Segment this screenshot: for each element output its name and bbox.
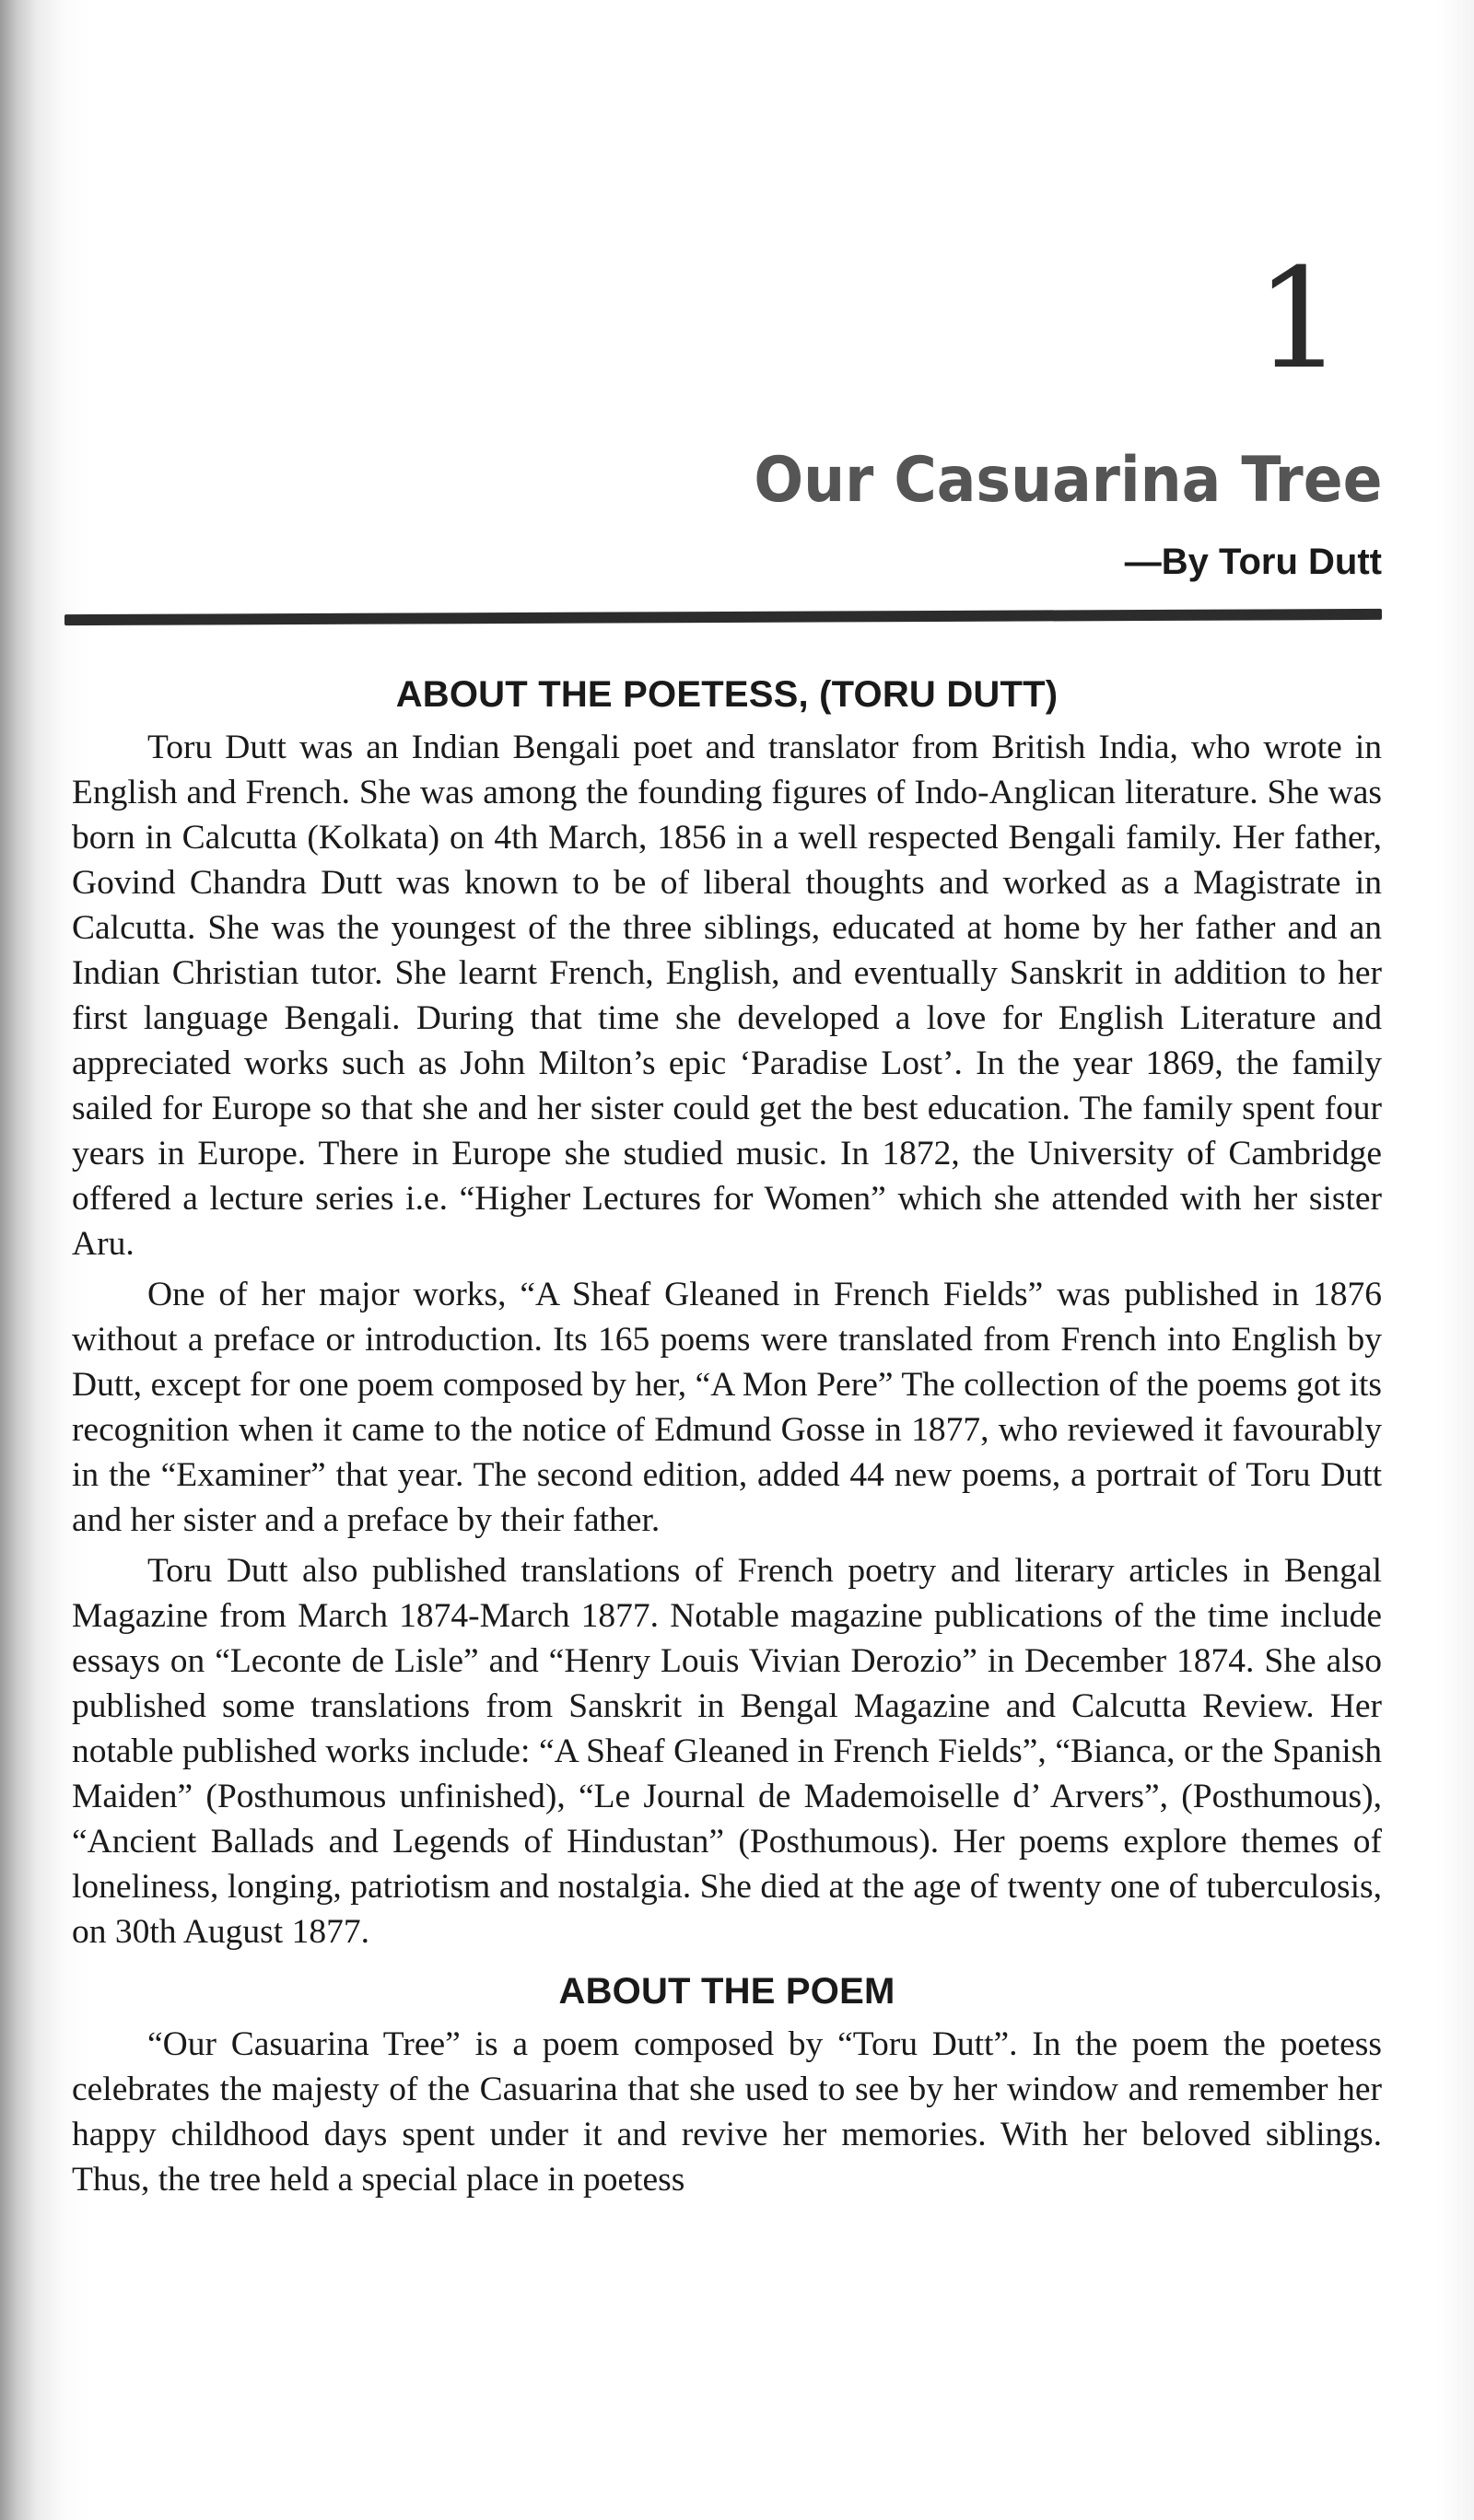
paragraph: “Our Casuarina Tree” is a poem composed by “Toru Dutt”. In the poem the poetess celebrates the majesty of the Casuarina that she used to see by her window and remember her happy childhood days spent under it and revive her memories. With her beloved siblings. Thus, the tree held a special place in poetess [72,2025,1382,2199]
chapter-number: 1 [1255,239,1343,400]
paragraph: One of her major works, “A Sheaf Gleaned in French Fields” was published in 1876 without a preface or introduction. Its 165 poems were translated from French into English by Dutt, except for one poem composed by her, “A Mon Pere” The collection of the poems got its recognition when it came to the notice of Edmund Gosse in 1877, who reviewed it favourably in the “Examiner” that year. The second edition, added 44 new poems, a portrait of Toru Dutt and her sister and a preface by their father. [72,1276,1382,1539]
chapter-author: —By Toru Dutt [1124,542,1382,582]
chapter-title: Our Casuarina Tree [753,444,1382,517]
section-heading-about-poetess: ABOUT THE POETESS, (TORU DUTT) [395,674,1059,715]
header-divider [64,609,1382,625]
section-heading-about-poem: ABOUT THE POEM [558,1971,895,2012]
paragraph: Toru Dutt also published translations of French poetry and literary articles in Bengal Magazine from March 1874-March 1877. Notable magazine publications of the time include essays on “Leconte de Lisle” and “Henry Louis Vivian Derozio” in December 1874. She also published some translations from Sanskrit in Bengal Magazine and Calcutta Review. Her notable published works include: “A Sheaf Gleaned in French Fields”, “Bianca, or the Spanish Maiden” (Posthumous unfinished), “Le Journal de Mademoiselle d’ Arvers”, (Posthumous), “Ancient Ballads and Legends of Hindustan” (Posthumous). Her poems explore themes of loneliness, longing, patriotism and nostalgia. She died at the age of twenty one of tuberculosis, on 30th August 1877. [72,1552,1382,1951]
paragraph: Toru Dutt was an Indian Bengali poet and translator from British India, who wrote in English and French. She was among the founding figures of Indo-Anglican literature. She was born in Calcutta (Kolkata) on 4th March, 1856 in a well respected Bengali family. Her father, Govind Chandra Dutt was known to be of liberal thoughts and worked as a Magistrate in Calcutta. She was the youngest of the three siblings, educated at home by her father and an Indian Christian tutor. She learnt French, English, and eventually Sanskrit in addition to her first language Bengali. During that time she developed a love for English Literature and appreciated works such as John Milton’s epic ‘Paradise Lost’. In the year 1869, the family sailed for Europe so that she and her sister could get the best education. The family spent four years in Europe. There in Europe she studied music. In 1872, the University of Cambridge offered a lecture series i.e. “Higher Lectures for Women” which she attended with her sister Aru. [72,729,1382,1263]
page-body [72,656,1382,2208]
